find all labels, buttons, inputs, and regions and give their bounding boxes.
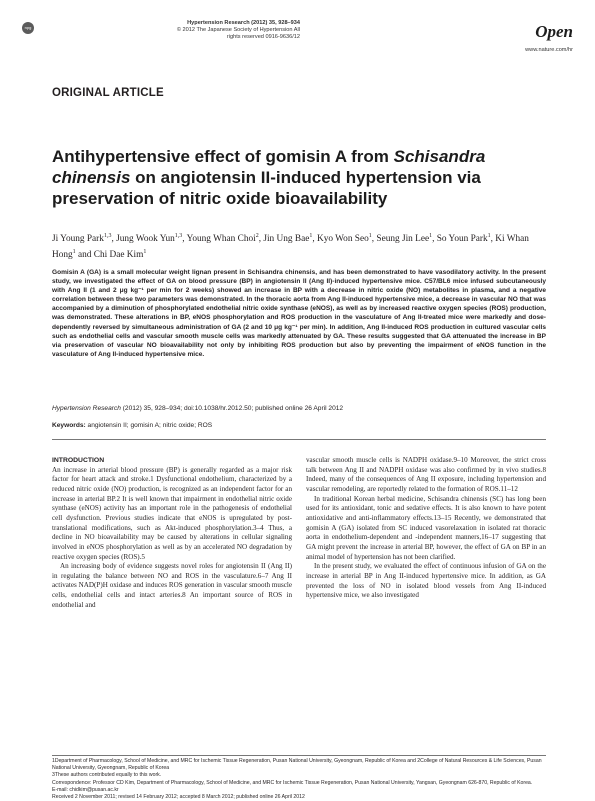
correspondence: Correspondence: Professor CD Kim, Department of Pharmacology, School of Medicine, and MRC for Ischemic Tissue Regeneration, Pusan National University, Yangsan, Gyeongnam 626-870, Republic of Korea.: [52, 779, 533, 786]
keywords-text: angiotensin II; gomisin A; nitric oxide; ROS: [85, 422, 213, 429]
right-paragraph-3: In the present study, we evaluated the effect of continuous infusion of GA on the increase in arterial BP in Ang II-induced hypertensive mice. In addition, as GA prevented the loss of NO in isolated blood vessels from Ang II-induced hypertensive mice, we also investigated: [306, 562, 546, 600]
author-name: So Youn Park: [436, 234, 488, 245]
author-name: Young Whan Choi: [186, 234, 256, 245]
abstract: Gomisin A (GA) is a small molecular weight lignan present in Schisandra chinensis, and has been demonstrated to have vasodilatory activity. In the present study, we investigated the effect of GA on blood pressure (BP) in angiotensin II (Ang II)-induced hypertensive mice. C57/BL6 mice infused subcutaneously with Ang II (1 and 2 μg kg⁻¹ per min for 2 weeks) showed an increase in BP with a decrease in nitric oxide (NO) metabolites in plasma, and a negative correlation between these two parameters was demonstrated. In the thoracic aorta from Ang II-induced hypertensive mice, a decrease in vascular NO that was accompanied by a diminution of phosphorylated endothelial nitric oxide synthase (eNOS), as well as by increased reactive oxygen species (ROS) production, was demonstrated. These alterations in BP, eNOS phosphorylation and ROS production in the vasculature of Ang II-treated mice were markedly and dose-dependently reversed by simultaneous administration of GA (2 and 10 μg kg⁻¹ per min). In addition, Ang II-induced ROS production in cultured vascular cells such as endothelial cells and vascular smooth muscle cells was markedly attenuated by GA. These results suggested that GA attenuated the increase in BP via preservation of vascular NO bioavailability not only by inhibiting ROS production but also by preventing the impairment of eNOS function in the vasculature of Ang II-induced hypertensive mice.: [52, 269, 546, 358]
author-name: Ki Whan Hong: [52, 234, 529, 261]
left-paragraph-2: An increasing body of evidence suggests novel roles for angiotensin II (Ang II) in regulating the balance between NO and ROS in the vasculature.6–7 Ang II activates NAD(P)H oxidase and induces ROS generation in vascular smooth muscle cells, endothelial cells and intact arteries.8 An important source of ROS in endothelial and: [52, 562, 292, 609]
left-column: [52, 456, 292, 610]
title-species: Schisandra chinensis: [52, 147, 486, 187]
author-name: Ji Young Park: [52, 234, 104, 245]
right-column: [306, 456, 546, 601]
keywords: [52, 422, 546, 429]
article-title: [52, 146, 562, 209]
journal-header: [170, 20, 300, 42]
author-affiliation-mark: 1: [72, 249, 76, 256]
author-affiliation-mark: 1: [487, 233, 491, 239]
journal-url-link[interactable]: www.nature.com/hr: [525, 47, 573, 53]
author-affiliation-mark: 1: [309, 233, 313, 239]
footnotes: [52, 758, 546, 801]
author-affiliation-mark: 1: [429, 233, 433, 239]
received-dates: Received 2 November 2011; revised 14 February 2012; accepted 8 March 2012; published online 26 April 2012: [52, 794, 305, 801]
author-name: Jung Wook Yun: [116, 234, 175, 245]
journal-citation-line: Hypertension Research (2012) 35, 928–934: [187, 20, 300, 26]
npg-logo: npg: [22, 22, 34, 34]
equal-contribution-note: 3These authors contributed equally to this work.: [52, 772, 162, 779]
introduction-heading: INTRODUCTION: [52, 457, 105, 464]
author-list: Ji Young Park$^{1,3}$, Jung Wook Yun$^{1,3}$, Young Whan Choi$^2$, Jin Ung Bae$^1$, Kyo Won Seo$^1$, Seung Jin Lee$^1$, So Youn Park$^1$, Ki Whan Hong$^1$ and Chi Dae Kim$^1$: [52, 233, 529, 261]
keywords-label: Keywords:: [52, 422, 86, 429]
author-affiliation-mark: 1,3: [103, 233, 112, 239]
citation-journal: Hypertension Research: [52, 405, 121, 412]
author-name: Kyo Won Seo: [316, 234, 369, 245]
author-affiliation-mark: 1: [368, 233, 372, 239]
open-access-label: Open: [535, 22, 573, 41]
email-link[interactable]: E-mail: chidkim@pusan.ac.kr: [52, 786, 119, 793]
title-part2: on angiotensin II-induced hypertension via preservation of nitric oxide bioavailability: [52, 168, 481, 208]
section-label: ORIGINAL ARTICLE: [52, 87, 164, 99]
left-paragraph-1: An increase in arterial blood pressure (BP) is generally regarded as a major risk factor for heart attack and stroke.1 Dysfunctional endothelium, characterized by a reduced nitric oxide (NO) production, is recognized as an independent factor for an increase in arterial BP.2 It is well known that impairment in endothelial nitric oxide synthase (eNOS) activity has an important role in the pathogenesis of endothelial cell dysfunction. Previous studies indicate that eNOS is upregulated by post-translational modifications, such as Akt-induced phosphorylation.3–4 Thus, a decline in NO bioavailability may be caused by alterations in cellular signaling involved in eNOS phosphorylation as well as by an accelerated NO degradation by reactive oxygen species (ROS).5: [52, 465, 292, 561]
author-affiliation-mark: 2: [255, 233, 259, 239]
author-affiliation-mark: 1: [143, 249, 147, 256]
author-name: Seung Jin Lee: [376, 234, 430, 245]
right-paragraph-2: In traditional Korean herbal medicine, Schisandra chinensis (SC) has long been used for its antioxidant, tonic and sedative effects. It is also known to have potent antioxidative and anti-inflammatory effects.13–15 Recently, we demonstrated that gomisin A (GA) isolated from SC induced vasorelaxation in isolated rat thoracic aorta in endothelium-dependent and -independent manners,16–17 suggesting that GA might prevent the increase in arterial BP, however, the effect of GA on BP in an animal model of hypertension has not been clarified.: [306, 494, 546, 561]
citation-line: [52, 404, 546, 413]
author-name: Jin Ung Bae: [263, 234, 310, 245]
top-divider: [52, 439, 546, 440]
citation-details: (2012) 35, 928–934; doi:10.1038/hr.2012.50; published online 26 April 2012: [120, 405, 344, 412]
title-part1: Antihypertensive effect of gomisin A from: [52, 147, 394, 166]
author-affiliation-mark: 1,3: [174, 233, 183, 239]
author-name: Chi Dae Kim: [93, 250, 144, 261]
copyright-line: © 2012 The Japanese Society of Hypertension All rights reserved 0916-9636/12: [176, 27, 300, 41]
affiliations: 1Department of Pharmacology, School of Medicine, and MRC for Ischemic Tissue Regeneration, Pusan National University, Gyeongnam, Republic of Korea and 2College of Natural Resources & Life Sciences, Pusan National University, Gyeongnam, Republic of Korea: [52, 758, 542, 772]
footnote-divider: [52, 755, 546, 756]
right-paragraph-1: vascular smooth muscle cells is NADPH oxidase.9–10 Moreover, the strict cross talk between Ang II and NADPH oxidase was also confirmed by in vivo studies.8 Indeed, many of the consequences of Ang II exposure, including hypertension and vascular remodeling, are reportedly related to the formation of ROS.11–12: [306, 456, 546, 493]
